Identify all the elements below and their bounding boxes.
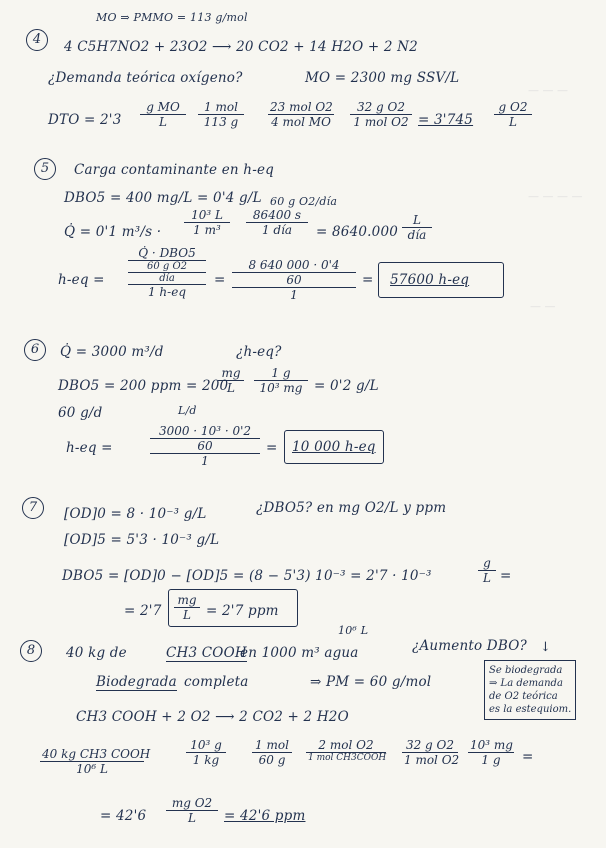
- statement-start: 40 kg de: [66, 645, 127, 661]
- numerator: 32 g O2: [350, 100, 412, 115]
- numerator: 32 g O2: [402, 738, 458, 753]
- heq-formula: [128, 246, 206, 299]
- numerator: mg: [218, 366, 244, 381]
- heq-calculation: [232, 258, 356, 302]
- numerator: 1 mol: [252, 738, 292, 753]
- arrow-down-icon: ↓: [540, 640, 552, 655]
- boxed-result: = 2'7 ppm: [206, 603, 279, 619]
- mid-denominator: día: [128, 273, 206, 285]
- numerator: 3000 · 10³ · 0'2: [150, 424, 260, 439]
- fraction: [40, 747, 151, 776]
- molar-mass-note: MO ⇒ PMMO = 113 g/mol: [96, 11, 248, 24]
- fraction: [186, 738, 226, 767]
- result-value: = 3'745: [418, 112, 474, 128]
- denominator: 10³ mg: [259, 381, 303, 395]
- denominator: L: [159, 115, 167, 129]
- note-line: Se biodegrada: [489, 665, 563, 676]
- heq-label: h-eq =: [66, 440, 113, 456]
- numerator: 86400 s: [246, 208, 308, 223]
- denominator: 10⁶ L: [76, 762, 108, 776]
- initial-od: [OD]0 = 8 · 10⁻³ g/L: [64, 506, 207, 522]
- fraction: [254, 366, 308, 395]
- numerator: 40 kg CH3 COOH: [42, 747, 151, 761]
- equals-sign: =: [214, 272, 226, 288]
- fraction: [218, 366, 244, 395]
- superscript-note: 10⁶ L: [338, 624, 369, 637]
- fraction: [198, 100, 244, 129]
- problem-number: 5: [34, 158, 56, 180]
- numerator: 23 mol O2: [270, 100, 333, 114]
- note-line: de O2 teórica: [489, 691, 558, 702]
- denominator: L: [509, 115, 517, 129]
- flow-label: Q̇ = 0'1 m³/s ·: [64, 224, 162, 240]
- result-value: = 2'7: [124, 603, 162, 619]
- denominator: L: [483, 571, 491, 585]
- numerator: 10³ L: [184, 208, 230, 223]
- fraction: [468, 738, 514, 767]
- dto-label: DTO = 2'3: [48, 112, 122, 128]
- numerator: g MO: [140, 100, 186, 115]
- biodegrade-rest: completa: [184, 674, 249, 690]
- mo-concentration: MO = 2300 mg SSV/L: [305, 70, 460, 86]
- reaction-equation: 4 C5H7NO2 + 23O2 ⟶ 20 CO2 + 14 H2O + 2 N2: [64, 39, 418, 55]
- denominator: 1 mol O2: [404, 753, 460, 767]
- boxed-result: 57600 h-eq: [390, 272, 470, 288]
- compound-name: CH3 COOH: [166, 645, 247, 661]
- statement-mid: en 1000 m³ agua: [240, 645, 359, 661]
- biodegrade-label: Biodegrada: [96, 674, 177, 690]
- result-unit: [166, 796, 218, 825]
- denominator: 1 mol O2: [353, 115, 409, 129]
- boxed-result: 10 000 h-eq: [292, 439, 376, 455]
- boxed-result: = 42'6 ppm: [224, 808, 306, 824]
- dbo5-value: DBO5 = 200 ppm = 200: [58, 378, 229, 394]
- problem-number: 6: [24, 339, 46, 361]
- flow-result: = 8640.000: [316, 224, 399, 240]
- numerator: 1 g: [254, 366, 308, 381]
- bleed-through-text: — — — —: [528, 190, 583, 203]
- fraction: [246, 208, 308, 237]
- equals-sign: =: [500, 568, 512, 584]
- bleed-through-text: — —: [530, 300, 556, 313]
- note-line: ⇒ La demanda: [489, 678, 563, 689]
- numerator: 10³ g: [186, 738, 226, 753]
- fraction: [478, 556, 496, 585]
- denominator: L: [188, 811, 196, 825]
- section-title: Carga contaminante en h-eq: [74, 162, 274, 178]
- equals-sign: =: [362, 272, 374, 288]
- numerator: mg: [174, 593, 200, 608]
- result-unit: [494, 100, 532, 129]
- denominator: 113 g: [203, 115, 239, 129]
- mid-numerator: 60: [150, 439, 260, 454]
- denominator: 4 mol MO: [271, 115, 331, 129]
- dbo5-result: = 0'2 g/L: [314, 378, 379, 394]
- margin-note: [484, 660, 576, 720]
- numerator: mg O2: [166, 796, 218, 811]
- flow-unit: [402, 213, 432, 242]
- numerator: Q̇ · DBO5: [128, 246, 206, 261]
- final-od: [OD]5 = 5'3 · 10⁻³ g/L: [64, 532, 220, 548]
- denominator: 1: [290, 288, 298, 302]
- heq-label: h-eq =: [58, 272, 105, 288]
- fraction: [140, 100, 186, 129]
- fraction: [402, 738, 458, 767]
- denominator: 1 m³: [193, 223, 221, 237]
- fraction: [184, 208, 230, 237]
- question-text: ¿h-eq?: [236, 344, 282, 360]
- equals-sign: =: [522, 749, 534, 765]
- aside-note: 60 g O2/día: [270, 195, 338, 208]
- fraction: [268, 100, 334, 129]
- fraction: [252, 738, 292, 767]
- denominator: L: [227, 381, 235, 395]
- note-line: es la estequiom.: [489, 704, 572, 715]
- brace-label: L/d: [178, 404, 197, 417]
- denominator: día: [407, 228, 427, 242]
- bleed-through-text: — — —: [528, 84, 568, 97]
- mid-numerator: 60 g O2: [128, 261, 206, 273]
- dbo5-equation: DBO5 = [OD]0 − [OD]5 = (8 − 5'3) 10⁻³ = 2'7 · 10⁻³: [62, 568, 432, 584]
- heq-calculation: [150, 424, 260, 468]
- denominator: 1 kg: [192, 753, 220, 767]
- denominator: 1: [201, 454, 209, 468]
- question-text: ¿Demanda teórica oxígeno?: [48, 70, 243, 86]
- denominator: 1 h-eq: [147, 285, 186, 299]
- denominator: L: [183, 608, 191, 622]
- denominator: 1 día: [261, 223, 293, 237]
- numerator: L: [402, 213, 432, 228]
- numerator: 8 640 000 · 0'4: [232, 258, 356, 273]
- numerator: g O2: [494, 100, 532, 115]
- aside-note: 60 g/d: [58, 405, 103, 421]
- problem-number: 8: [20, 640, 42, 662]
- fraction: [350, 100, 412, 129]
- equals-sign: =: [266, 440, 278, 456]
- denominator: 1 g: [481, 753, 501, 767]
- result-value: = 42'6: [100, 808, 147, 824]
- problem-number: 7: [22, 497, 44, 519]
- molar-mass: ⇒ PM = 60 g/mol: [310, 674, 432, 690]
- fraction: [306, 738, 386, 763]
- problem-number: 4: [26, 29, 48, 51]
- denominator: 1 mol CH3COOH: [308, 753, 387, 763]
- mid-numerator: 60: [232, 273, 356, 288]
- denominator: 60 g: [258, 753, 286, 767]
- question-text: ¿Aumento DBO?: [412, 638, 527, 654]
- numerator: g: [478, 556, 496, 571]
- question-text: ¿DBO5? en mg O2/L y ppm: [256, 500, 447, 516]
- dbo5-value: DBO5 = 400 mg/L = 0'4 g/L: [64, 190, 262, 206]
- numerator: 1 mol: [198, 100, 244, 115]
- reaction-equation: CH3 COOH + 2 O2 ⟶ 2 CO2 + 2 H2O: [76, 709, 349, 725]
- flow-value: Q̇ = 3000 m³/d: [60, 344, 164, 360]
- numerator: 2 mol O2: [306, 738, 386, 753]
- numerator: 10³ mg: [470, 738, 513, 752]
